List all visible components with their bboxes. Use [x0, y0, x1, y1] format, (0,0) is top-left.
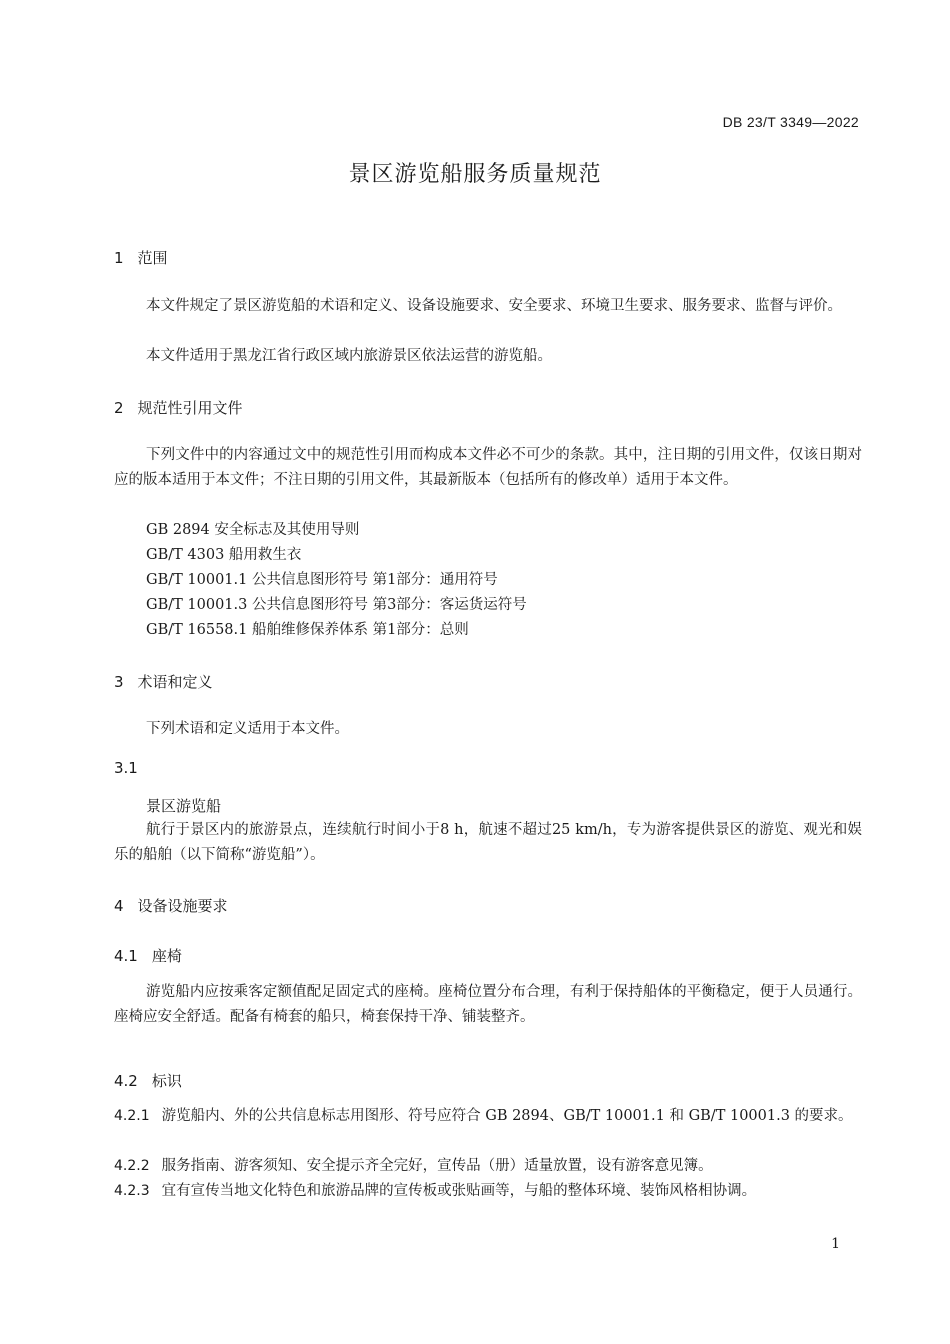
section-title: 范围: [137, 249, 168, 267]
subsection-number: 4.2: [114, 1072, 138, 1090]
seats-paragraph: 游览船内应按乘客定额值配足固定式的座椅。座椅位置分布合理，有利于保持船体的平衡稳定，便于人员通行。座椅应安全舒适。配备有椅套的船只，椅套保持干净、铺装整齐。: [114, 984, 862, 1025]
subsection-4-1-heading: [114, 945, 182, 966]
clause-number: 4.2.2: [114, 1158, 150, 1174]
section-number: 4: [114, 897, 124, 915]
reference-item: GB/T 16558.1 船舶维修保养体系 第1部分：总则: [146, 622, 469, 638]
section-1-heading: [114, 247, 168, 268]
section-number: 3: [114, 673, 124, 691]
section-title: 设备设施要求: [137, 897, 228, 915]
reference-item: GB/T 4303 船用救生衣: [146, 547, 302, 563]
reference-item: GB/T 10001.3 公共信息图形符号 第3部分：客运货运符号: [146, 597, 527, 613]
subsection-title: 标识: [151, 1072, 182, 1090]
references-intro: 下列文件中的内容通过文中的规范性引用而构成本文件必不可少的条款。其中，注日期的引用文件，仅该日期对应的版本适用于本文件；不注日期的引用文件，其最新版本（包括所有的修改单）适用于本文件。: [114, 447, 862, 488]
section-title: 术语和定义: [137, 673, 213, 691]
term-number: 3.1: [114, 759, 138, 777]
subsection-number: 4.1: [114, 947, 138, 965]
section-title: 规范性引用文件: [137, 399, 243, 417]
clause-text: 游览船内、外的公共信息标志用图形、符号应符合 GB 2894、GB/T 10001.1 和 GB/T 10001.3 的要求。: [161, 1108, 853, 1124]
clause-4-2-3: [114, 1179, 862, 1204]
scope-paragraph-2: 本文件适用于黑龙江省行政区域内旅游景区依法运营的游览船。: [146, 348, 552, 364]
scope-paragraph-1: 本文件规定了景区游览船的术语和定义、设备设施要求、安全要求、环境卫生要求、服务要求、监督与评价。: [146, 298, 842, 314]
clause-number: 4.2.1: [114, 1108, 150, 1124]
subsection-title: 座椅: [151, 947, 182, 965]
clause-text: 服务指南、游客须知、安全提示齐全完好，宣传品（册）适量放置，设有游客意见簿。: [161, 1158, 713, 1174]
term-definition: 航行于景区内的旅游景点，连续航行时间小于8 h，航速不超过25 km/h，专为游客提供景区的游览、观光和娱乐的船舶（以下简称“游览船”）。: [114, 822, 862, 863]
reference-item: GB/T 10001.1 公共信息图形符号 第1部分：通用符号: [146, 572, 498, 588]
section-4-heading: [114, 895, 228, 916]
clause-number: 4.2.3: [114, 1183, 150, 1199]
terms-intro: 下列术语和定义适用于本文件。: [146, 721, 349, 737]
page-number: 1: [831, 1236, 840, 1252]
section-3-heading: [114, 671, 213, 692]
clause-4-2-2: [114, 1154, 862, 1179]
subsection-4-2-heading: [114, 1070, 182, 1091]
term-name: 景区游览船: [146, 797, 222, 815]
standard-number: DB 23/T 3349—2022: [722, 114, 859, 130]
document-title: 景区游览船服务质量规范: [348, 162, 602, 187]
clause-4-2-1: [114, 1104, 862, 1129]
reference-item: GB 2894 安全标志及其使用导则: [146, 522, 360, 538]
section-number: 1: [114, 249, 124, 267]
clause-text: 宜有宣传当地文化特色和旅游品牌的宣传板或张贴画等，与船的整体环境、装饰风格相协调。: [161, 1183, 757, 1199]
section-2-heading: [114, 397, 243, 418]
section-number: 2: [114, 399, 124, 417]
